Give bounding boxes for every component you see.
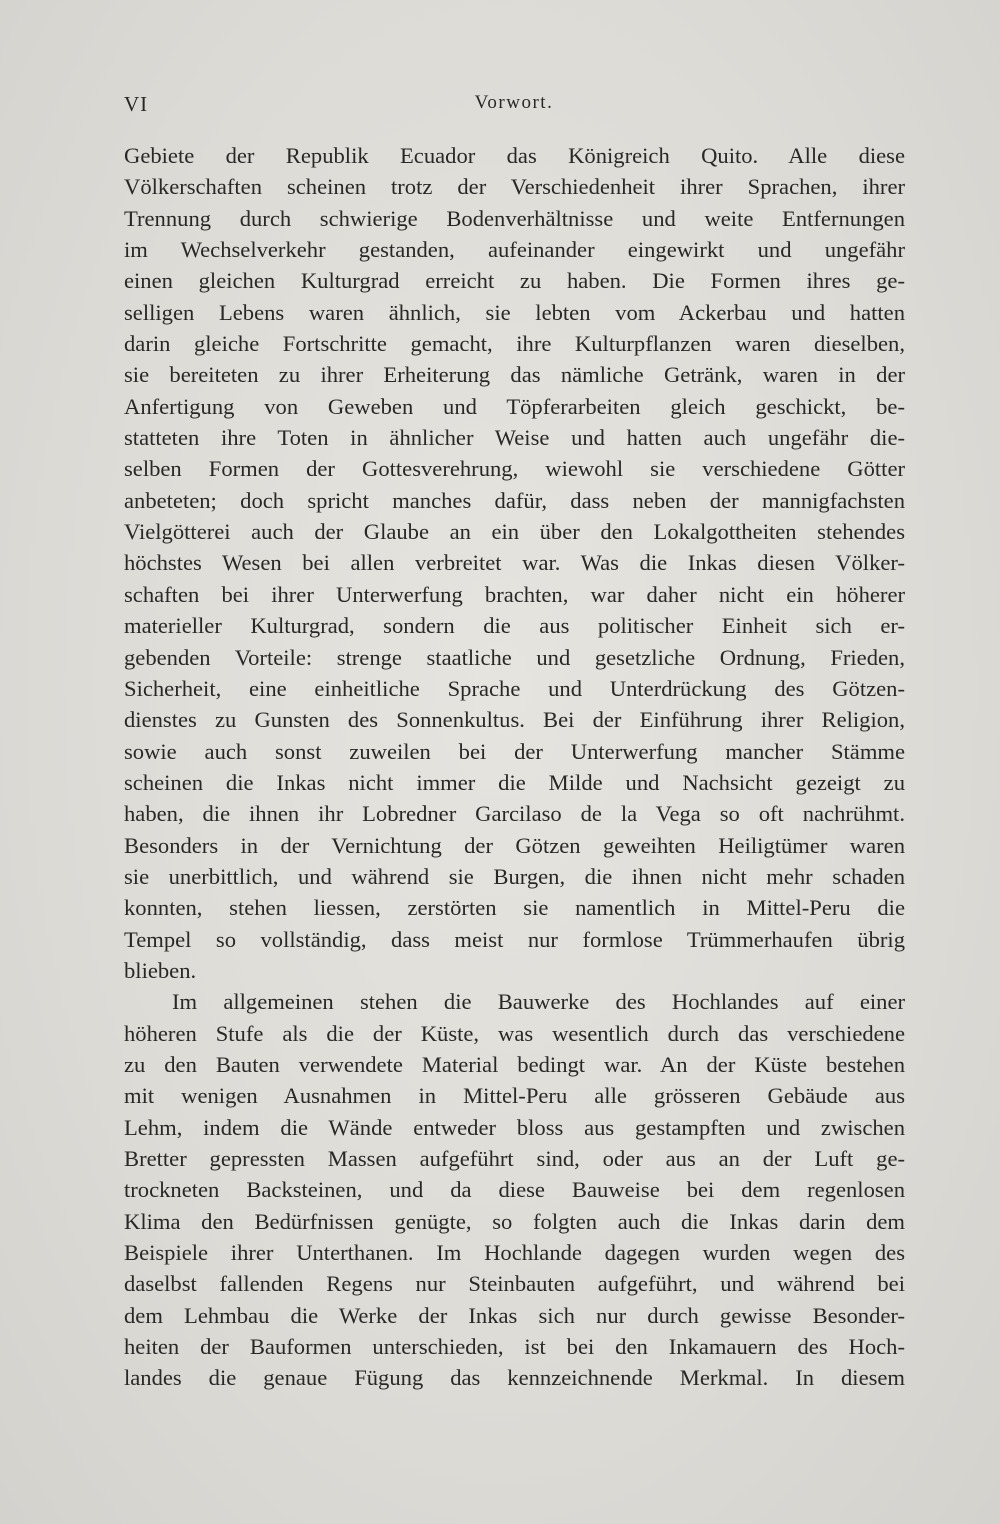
text-line: Sicherheit, eine einheitliche Sprache und Unterdrückung des Götzen- <box>124 675 905 701</box>
text-line: selben Formen der Gottesverehrung, wiewohl sie verschiedene Götter <box>124 456 905 482</box>
text-line: haben, die ihnen ihr Lobredner Garcilaso de la Vega so oft nachrühmt. <box>124 801 905 827</box>
text-line: blieben. <box>124 957 197 983</box>
text-line: Tempel so vollständig, dass meist nur formlose Trümmerhaufen übrig <box>124 926 905 952</box>
text-line: Anfertigung von Geweben und Töpferarbeiten gleich geschickt, be- <box>124 393 905 419</box>
text-line: anbeteten; doch spricht manches dafür, dass neben der mannigfachsten <box>124 487 905 513</box>
text-line: höchstes Wesen bei allen verbreitet war. Was die Inkas diesen Völker- <box>124 550 905 576</box>
text-line: Im allgemeinen stehen die Bauwerke des Hochlandes auf einer <box>172 989 905 1015</box>
text-line: Beispiele ihrer Unterthanen. Im Hochlande dagegen wurden wegen des <box>124 1240 905 1266</box>
text-line: einen gleichen Kulturgrad erreicht zu haben. Die Formen ihres ge- <box>124 268 905 294</box>
text-line: im Wechselverkehr gestanden, aufeinander eingewirkt und ungefähr <box>124 237 905 263</box>
text-line: schaften bei ihrer Unterwerfung brachten, war daher nicht ein höherer <box>124 581 905 607</box>
text-line: Völkerschaften scheinen trotz der Verschiedenheit ihrer Sprachen, ihrer <box>124 174 905 200</box>
body-text <box>124 140 905 1394</box>
text-line: darin gleiche Fortschritte gemacht, ihre Kulturpflanzen waren dieselben, <box>124 331 905 357</box>
paragraph <box>124 986 905 1393</box>
text-line: konnten, stehen liessen, zerstörten sie namentlich in Mittel-Peru die <box>124 895 905 921</box>
text-line: sie unerbittlich, und während sie Burgen, die ihnen nicht mehr schaden <box>124 863 905 889</box>
text-line: Klima den Bedürfnissen genügte, so folgten auch die Inkas darin dem <box>124 1208 905 1234</box>
text-line: landes die genaue Fügung das kennzeichnende Merkmal. In diesem <box>124 1365 905 1391</box>
text-line: daselbst fallenden Regens nur Steinbauten aufgeführt, und während bei <box>124 1271 905 1297</box>
text-line: Besonders in der Vernichtung der Götzen geweihten Heiligtümer waren <box>124 832 905 858</box>
text-line: höheren Stufe als die der Küste, was wesentlich durch das verschiedene <box>124 1020 905 1046</box>
text-line: Lehm, indem die Wände entweder bloss aus gestampften und zwischen <box>124 1114 905 1140</box>
text-line: gebenden Vorteile: strenge staatliche und gesetzliche Ordnung, Frieden, <box>124 644 905 670</box>
running-head <box>124 92 904 122</box>
text-line: mit wenigen Ausnahmen in Mittel-Peru alle grösseren Gebäude aus <box>124 1083 905 1109</box>
text-line: sie bereiteten zu ihrer Erheiterung das nämliche Getränk, waren in der <box>124 362 905 388</box>
text-line: dienstes zu Gunsten des Sonnenkultus. Bei der Einführung ihrer Religion, <box>124 707 905 733</box>
running-title: Vorwort. <box>474 92 554 113</box>
text-line: scheinen die Inkas nicht immer die Milde und Nachsicht gezeigt zu <box>124 769 905 795</box>
text-line: sowie auch sonst zuweilen bei der Unterwerfung mancher Stämme <box>124 738 905 764</box>
text-line: zu den Bauten verwendete Material bedingt war. An der Küste bestehen <box>124 1051 905 1077</box>
text-line: Gebiete der Republik Ecuador das Königreich Quito. Alle diese <box>124 143 905 168</box>
paragraph <box>124 140 905 986</box>
text-line: Vielgötterei auch der Glaube an ein über den Lokalgottheiten stehendes <box>124 519 905 545</box>
text-line: trockneten Backsteinen, und da diese Bauweise bei dem regenlosen <box>124 1177 905 1203</box>
text-line: heiten der Bauformen unterschieden, ist bei den Inkamauern des Hoch- <box>124 1334 905 1360</box>
text-line: Trennung durch schwierige Bodenverhältnisse und weite Entfernungen <box>124 205 905 231</box>
text-line: dem Lehmbau die Werke der Inkas sich nur durch gewisse Besonder- <box>124 1302 905 1328</box>
text-line: statteten ihre Toten in ähnlicher Weise und hatten auch ungefähr die- <box>124 425 905 451</box>
text-line: materieller Kulturgrad, sondern die aus politischer Einheit sich er- <box>124 613 905 639</box>
page-number: VI <box>124 92 149 116</box>
text-line: selligen Lebens waren ähnlich, sie lebten vom Ackerbau und hatten <box>124 299 905 325</box>
text-line: Bretter gepressten Massen aufgeführt sind, oder aus an der Luft ge- <box>124 1146 905 1171</box>
